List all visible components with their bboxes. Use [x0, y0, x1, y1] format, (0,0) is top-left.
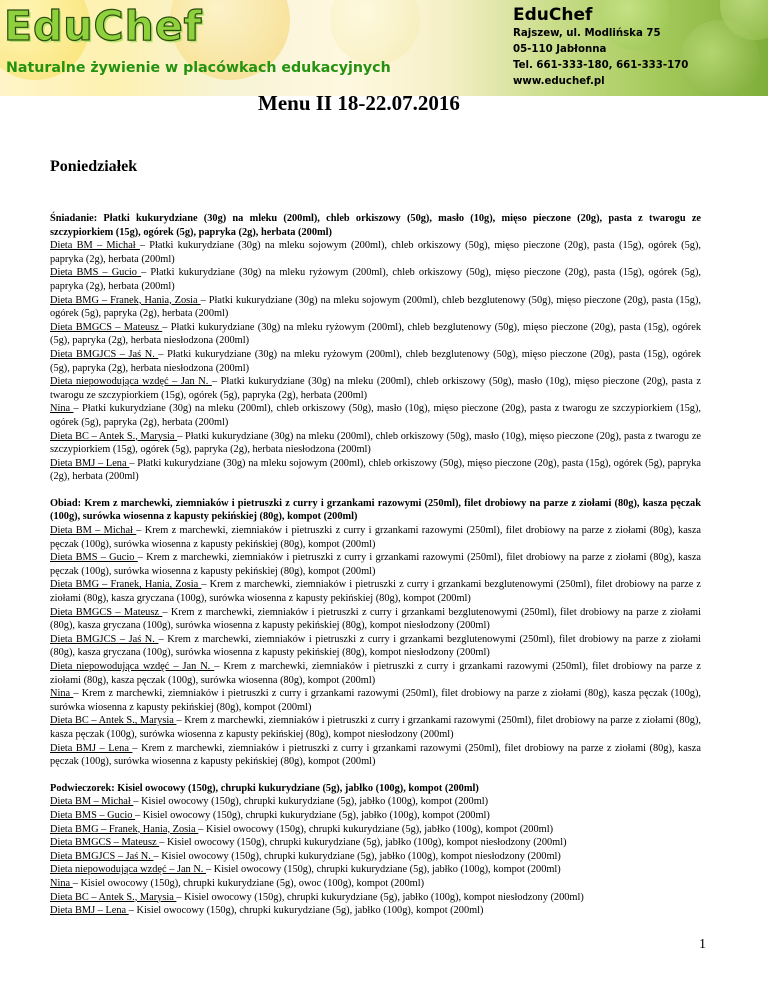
diet-line	[50, 863, 701, 877]
diet-line	[50, 524, 701, 551]
diet-line	[50, 457, 701, 484]
diet-name: Dieta BMGCS – Mateusz	[50, 837, 160, 849]
diet-text: – Krem z marchewki, ziemniaków i pietruszki z curry i grzankami razowymi (250ml), filet drobiowy na parze z ziołami (80g), kasza pęczak (100g), surówka wiosenna z kapusty pekińskiej (80g), kompot (200ml)	[50, 742, 701, 768]
diet-line	[50, 795, 701, 809]
diet-name: Dieta niepowodująca wzdęć – Jan N.	[50, 376, 212, 388]
diet-name: Dieta BMGCS – Mateusz	[50, 321, 163, 333]
diet-text: – Krem z marchewki, ziemniaków i pietruszki z curry i grzankami bezglutenowymi (250ml), filet drobiowy na parze z ziołami (80g), kasza gryczana (100g), surówka wiosenna z kapusty pekińskiej (80g), kompot (200ml)	[50, 579, 702, 605]
diet-text: – Płatki kukurydziane (30g) na mleku sojowym (200ml), chleb bezglutenowy (50g), mięso pieczone (20g), pasta (15g), ogórek (5g), papryka (2g), herbata (200ml)	[50, 294, 701, 320]
website-link[interactable]: www.educhef.pl	[513, 76, 605, 87]
diet-line	[50, 430, 701, 457]
diet-line	[50, 714, 701, 741]
diet-text: – Płatki kukurydziane (30g) na mleku (200ml), chleb orkiszowy (50g), masło (10g), mięso pieczone (20g), pasta z twarogu ze szczypiorkiem (15g), ogórek (5g), papryka (2g), herbata (200ml)	[50, 376, 702, 401]
fruit-decoration	[330, 0, 420, 65]
diet-text: – Krem z marchewki, ziemniaków i pietruszki z curry i grzankami razowymi (250ml), filet drobiowy na parze z ziołami (80g), kasza pęczak (100g), surówka wiosenna z kapusty pekińskiej (80g), kompot (200ml)	[50, 525, 702, 550]
diet-name: Dieta BM – Michał	[50, 525, 137, 537]
diet-text: – Kisiel owocowy (150g), chrupki kukurydziane (5g), jabłko (100g), kompot niesłodzony (200ml)	[176, 891, 584, 903]
diet-line	[50, 294, 701, 321]
diet-name: Dieta BMS – Gucio	[50, 809, 136, 821]
diet-text: – Kisiel owocowy (150g), chrupki kukurydziane (5g), owoc (100g), kompot (200ml)	[72, 877, 425, 889]
diet-text: – Kisiel owocowy (150g), chrupki kukurydziane (5g), jabłko (100g), kompot (200ml)	[205, 864, 561, 876]
diet-line	[50, 836, 701, 850]
diet-name: Dieta BMGCS – Mateusz	[50, 606, 163, 618]
brand-tagline: Naturalne żywienie w placówkach edukacyjnych	[6, 60, 391, 76]
diet-name: Dieta BMGJCS – Jaś N.	[50, 633, 159, 645]
diet-line	[50, 239, 701, 266]
diet-text: – Płatki kukurydziane (30g) na mleku sojowym (200ml), chleb orkiszowy (50g), mięso pieczone (20g), pasta (15g), ogórek (5g), papryka (2g), herbata (200ml)	[50, 240, 701, 265]
diet-name: Nina	[50, 688, 74, 700]
diet-line	[50, 266, 701, 293]
diet-line	[50, 742, 701, 769]
diet-name: Dieta BMG – Franek, Hania, Zosia	[50, 823, 199, 835]
page-title: Menu II 18-22.07.2016	[258, 91, 460, 115]
diet-text: – Krem z marchewki, ziemniaków i pietruszki z curry i grzankami razowymi (250ml), filet drobiowy na parze z ziołami (80g), kasza pęczak (100g), surówka wiosenna z kapusty pekińskiej (80g), kompot (200ml)	[50, 688, 701, 713]
diet-text: – Kisiel owocowy (150g), chrupki kukurydziane (5g), jabłko (100g), kompot niesłodzony (200ml)	[159, 837, 567, 849]
city-address: 05-110 Jabłonna	[513, 44, 607, 55]
meal-heading: Śniadanie: Płatki kukurydziane (30g) na mleku (200ml), chleb orkiszowy (50g), masło (10g), mięso pieczone (20g), pasta z twarogu ze szczypiorkiem (15g), ogórek (5g), papryka (2g), herbata (200ml)	[50, 213, 701, 238]
diet-line	[50, 850, 701, 864]
diet-text: – Płatki kukurydziane (30g) na mleku ryżowym (200ml), chleb bezglutenowy (50g), mięso pieczone (20g), pasta (15g), ogórek (5g), papryka (2g), herbata niesłodzona (200ml)	[50, 348, 701, 374]
meal-block-lunch	[50, 497, 701, 769]
meal-heading: Podwieczorek: Kisiel owocowy (150g), chrupki kukurydziane (5g), jabłko (100g), kompot (200ml)	[50, 782, 479, 794]
diet-text: – Kisiel owocowy (150g), chrupki kukurydziane (5g), jabłko (100g), kompot (200ml)	[128, 905, 484, 917]
diet-text: – Krem z marchewki, ziemniaków i pietruszki z curry i grzankami bezglutenowymi (250ml), filet drobiowy na parze z ziołami (80g), kasza gryczana (100g), surówka wiosenna z kapusty pekińskiej (80g), kompot niesłodzony (200ml)	[50, 633, 701, 659]
phone-number: Tel. 661-333-180, 661-333-170	[513, 60, 689, 71]
diet-name: Dieta BMJ – Lena	[50, 457, 130, 469]
diet-text: – Kisiel owocowy (150g), chrupki kukurydziane (5g), jabłko (100g), kompot (200ml)	[133, 796, 489, 808]
diet-name: Dieta BMG – Franek, Hania, Zosia	[50, 294, 201, 306]
diet-line	[50, 321, 701, 348]
menu-content	[50, 212, 701, 931]
diet-name: Dieta BC – Antek S., Marysia	[50, 891, 177, 903]
street-address: Rajszew, ul. Modlińska 75	[513, 28, 661, 39]
diet-name: Dieta BM – Michał	[50, 796, 134, 808]
diet-name: Dieta BMG – Franek, Hania, Zosia	[50, 579, 202, 591]
diet-line	[50, 904, 701, 918]
day-heading: Poniedziałek	[50, 158, 138, 175]
diet-text: – Krem z marchewki, ziemniaków i pietruszki z curry i grzankami razowymi (250ml), filet drobiowy na parze z ziołami (80g), kasza pęczak (100g), surówka wiosenna z kapusty pekińskiej (80g), kompot (200ml)	[50, 552, 701, 577]
diet-text: – Płatki kukurydziane (30g) na mleku ryżowym (200ml), chleb bezglutenowy (50g), mięso pieczone (20g), pasta (15g), ogórek (5g), papryka (2g), herbata niesłodzona (200ml)	[50, 321, 701, 347]
diet-text: – Kisiel owocowy (150g), chrupki kukurydziane (5g), jabłko (100g), kompot (200ml)	[198, 823, 554, 835]
diet-line	[50, 551, 701, 578]
brand-logo: EduChef	[4, 2, 203, 50]
diet-text: – Krem z marchewki, ziemniaków i pietruszki z curry i grzankami bezglutenowymi (250ml), filet drobiowy na parze z ziołami (80g), kasza gryczana (100g), surówka wiosenna z kapusty pekińskiej (80g), kompot niesłodzony (200ml)	[50, 606, 701, 632]
diet-name: Dieta BMS – Gucio	[50, 552, 138, 564]
company-name: EduChef	[513, 5, 593, 25]
diet-name: Dieta BMGJCS – Jaś N.	[50, 348, 159, 360]
diet-text: – Krem z marchewki, ziemniaków i pietruszki z curry i grzankami razowymi (250ml), filet drobiowy na parze z ziołami (80g), kasza pęczak (100g), surówka wiosenna z kapusty pekińskiej (80g), kompot niesłodzony (200ml)	[50, 715, 701, 740]
diet-line	[50, 877, 701, 891]
diet-text: – Kisiel owocowy (150g), chrupki kukurydziane (5g), jabłko (100g), kompot (200ml)	[135, 809, 490, 821]
diet-name: Nina	[50, 877, 73, 889]
diet-line	[50, 891, 701, 905]
diet-text: – Kisiel owocowy (150g), chrupki kukurydziane (5g), jabłko (100g), kompot niesłodzony (200ml)	[153, 850, 561, 862]
diet-name: Dieta BMGJCS – Jaś N.	[50, 850, 154, 862]
diet-name: Dieta BM – Michał	[50, 240, 140, 252]
diet-name: Dieta niepowodująca wzdęć – Jan N.	[50, 661, 215, 672]
diet-name: Dieta niepowodująca wzdęć – Jan N.	[50, 864, 206, 876]
diet-name: Dieta BMJ – Lena	[50, 742, 133, 754]
diet-line	[50, 660, 701, 687]
diet-line	[50, 823, 701, 837]
diet-line	[50, 348, 701, 375]
diet-text: – Płatki kukurydziane (30g) na mleku ryżowym (200ml), chleb orkiszowy (50g), mięso pieczone (20g), pasta (15g), ogórek (5g), papryka (2g), herbata (200ml)	[50, 267, 701, 292]
diet-text: – Płatki kukurydziane (30g) na mleku (200ml), chleb orkiszowy (50g), masło (10g), mięso pieczone (20g), pasta z twarogu ze szczypiorkiem (15g), ogórek (5g), papryka (2g), herbata niesłodzona (200ml)	[50, 430, 701, 456]
diet-name: Dieta BMS – Gucio	[50, 267, 142, 279]
meal-block-breakfast	[50, 212, 701, 484]
diet-line	[50, 809, 701, 823]
diet-line	[50, 402, 701, 429]
diet-name: Dieta BMJ – Lena	[50, 905, 129, 917]
meal-block-snack	[50, 782, 701, 918]
meal-heading: Obiad: Krem z marchewki, ziemniaków i pietruszki z curry i grzankami razowymi (250ml), filet drobiowy na parze z ziołami (80g), kasza pęczak (100g), surówka wiosenna z kapusty pekińskiej (80g), kompot (200ml)	[50, 497, 701, 523]
diet-name: Dieta BC – Antek S., Marysia	[50, 715, 177, 727]
diet-line	[50, 633, 701, 660]
diet-line	[50, 375, 701, 402]
diet-line	[50, 687, 701, 714]
diet-text: – Płatki kukurydziane (30g) na mleku (200ml), chleb orkiszowy (50g), masło (10g), mięso pieczone (20g), pasta z twarogu ze szczypiorkiem (15g), ogórek (5g), papryka (2g), herbata (200ml)	[50, 403, 701, 428]
diet-name: Dieta BC – Antek S., Marysia	[50, 430, 178, 442]
diet-name: Nina	[50, 403, 74, 415]
page-number: 1	[699, 937, 706, 952]
contact-block	[513, 4, 688, 90]
diet-text: – Płatki kukurydziane (30g) na mleku sojowym (200ml), chleb orkiszowy (50g), mięso pieczone (20g), pasta (15g), ogórek (5g), papryka (2g), herbata (200ml)	[50, 457, 701, 483]
diet-line	[50, 606, 701, 633]
diet-text: – Krem z marchewki, ziemniaków i pietruszki z curry i grzankami razowymi (250ml), filet drobiowy na parze z ziołami (80g), kasza pęczak (100g), surówka wiosenna (80g), kompot (200ml)	[50, 661, 701, 686]
diet-line	[50, 578, 701, 605]
